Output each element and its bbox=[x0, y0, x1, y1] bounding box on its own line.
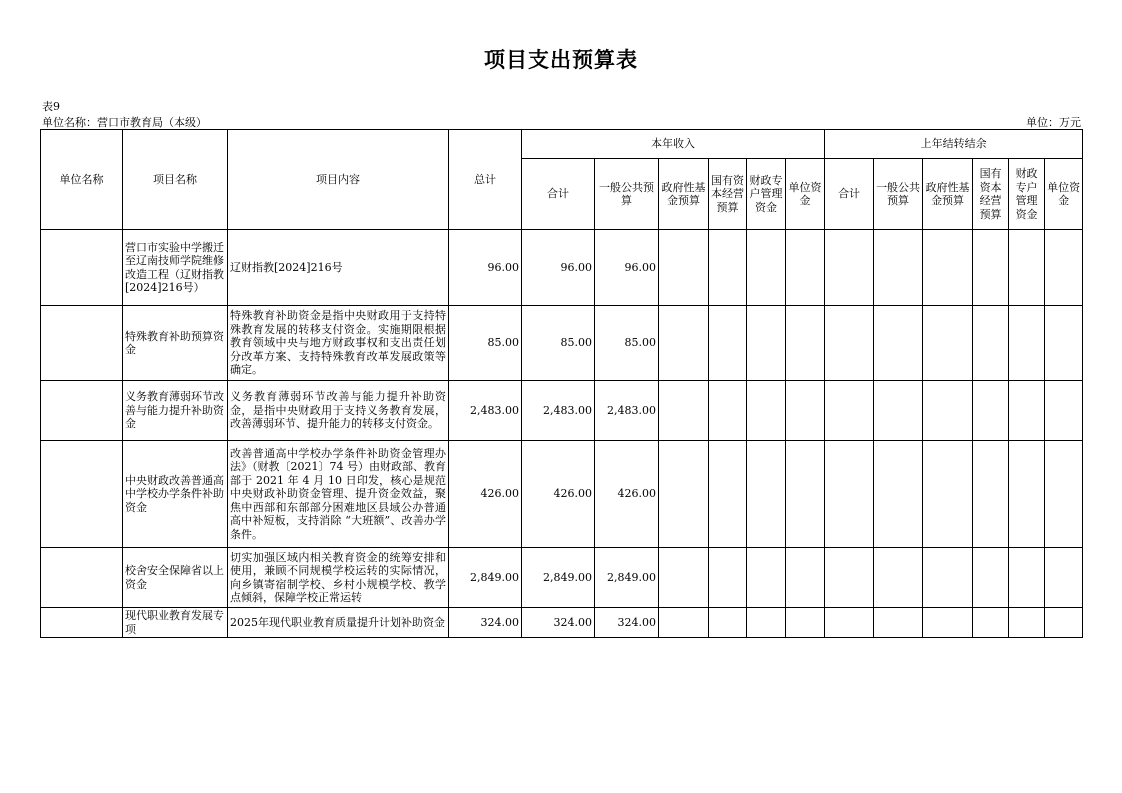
empty-cell bbox=[1045, 548, 1083, 608]
empty-cell bbox=[923, 441, 973, 548]
empty-cell bbox=[786, 548, 825, 608]
cell-unit bbox=[41, 306, 123, 381]
empty-cell bbox=[973, 608, 1009, 638]
empty-cell bbox=[709, 548, 747, 608]
cell-unit bbox=[41, 608, 123, 638]
cell-general-budget: 2,849.00 bbox=[595, 548, 659, 608]
header-gov-fund: 政府性基金预算 bbox=[659, 159, 709, 230]
unit-name-label: 单位名称：营口市教育局（本级） bbox=[42, 116, 207, 129]
empty-cell bbox=[1045, 441, 1083, 548]
table-row bbox=[41, 230, 1083, 306]
table-row bbox=[41, 548, 1083, 608]
header-ly-subtotal: 合计 bbox=[825, 159, 874, 230]
header-general-budget: 一般公共预算 bbox=[595, 159, 659, 230]
cell-unit bbox=[41, 548, 123, 608]
cell-general-budget: 324.00 bbox=[595, 608, 659, 638]
cell-project-name: 现代职业教育发展专项 bbox=[123, 608, 228, 638]
header-ly-state-capital: 国有资本经营预算 bbox=[973, 159, 1009, 230]
table-number: 表9 bbox=[42, 100, 60, 113]
cell-general-budget: 2,483.00 bbox=[595, 381, 659, 441]
empty-cell bbox=[786, 441, 825, 548]
header-unit-fund: 单位资金 bbox=[786, 159, 825, 230]
cell-unit bbox=[41, 381, 123, 441]
cell-subtotal: 324.00 bbox=[522, 608, 595, 638]
empty-cell bbox=[659, 441, 709, 548]
empty-cell bbox=[1009, 608, 1045, 638]
empty-cell bbox=[825, 381, 874, 441]
cell-unit bbox=[41, 441, 123, 548]
empty-cell bbox=[825, 306, 874, 381]
cell-subtotal: 2,849.00 bbox=[522, 548, 595, 608]
empty-cell bbox=[747, 608, 786, 638]
cell-project-content: 2025年现代职业教育质量提升计划补助资金 bbox=[228, 608, 449, 638]
header-total: 总计 bbox=[449, 130, 522, 230]
empty-cell bbox=[874, 608, 923, 638]
empty-cell bbox=[1009, 441, 1045, 548]
empty-cell bbox=[874, 381, 923, 441]
cell-project-name: 中央财政改善普通高中学校办学条件补助资金 bbox=[123, 441, 228, 548]
cell-total: 426.00 bbox=[449, 441, 522, 548]
cell-project-content: 切实加强区域内相关教育资金的统筹安排和使用，兼顾不同规模学校运转的实际情况，向乡镇寄宿制学校、乡村小规模学校、教学点倾斜，保障学校正常运转 bbox=[228, 548, 449, 608]
header-last-year-carryover: 上年结转结余 bbox=[825, 130, 1083, 159]
cell-subtotal: 2,483.00 bbox=[522, 381, 595, 441]
empty-cell bbox=[973, 441, 1009, 548]
empty-cell bbox=[786, 306, 825, 381]
empty-cell bbox=[786, 230, 825, 306]
cell-project-name: 营口市实验中学搬迁至辽南技师学院维修改造工程（辽财指教[2024]216号） bbox=[123, 230, 228, 306]
empty-cell bbox=[659, 381, 709, 441]
header-this-year-income: 本年收入 bbox=[522, 130, 825, 159]
table-row bbox=[41, 608, 1083, 638]
header-project-content: 项目内容 bbox=[228, 130, 449, 230]
empty-cell bbox=[1009, 548, 1045, 608]
empty-cell bbox=[923, 381, 973, 441]
empty-cell bbox=[709, 608, 747, 638]
empty-cell bbox=[747, 548, 786, 608]
empty-cell bbox=[874, 230, 923, 306]
empty-cell bbox=[709, 306, 747, 381]
empty-cell bbox=[1045, 306, 1083, 381]
empty-cell bbox=[923, 548, 973, 608]
cell-project-name: 特殊教育补助预算资金 bbox=[123, 306, 228, 381]
empty-cell bbox=[786, 608, 825, 638]
empty-cell bbox=[709, 381, 747, 441]
cell-project-name: 义务教育薄弱环节改善与能力提升补助资金 bbox=[123, 381, 228, 441]
cell-total: 2,849.00 bbox=[449, 548, 522, 608]
header-fiscal-special: 财政专户管理资金 bbox=[747, 159, 786, 230]
empty-cell bbox=[1009, 381, 1045, 441]
empty-cell bbox=[659, 548, 709, 608]
header-ly-general-budget: 一般公共预算 bbox=[874, 159, 923, 230]
cell-project-name: 校舍安全保障省以上资金 bbox=[123, 548, 228, 608]
empty-cell bbox=[747, 381, 786, 441]
empty-cell bbox=[1009, 230, 1045, 306]
cell-unit bbox=[41, 230, 123, 306]
empty-cell bbox=[874, 441, 923, 548]
empty-cell bbox=[747, 306, 786, 381]
empty-cell bbox=[1009, 306, 1045, 381]
cell-total: 85.00 bbox=[449, 306, 522, 381]
page-title: 项目支出预算表 bbox=[484, 48, 638, 72]
header-project-name: 项目名称 bbox=[123, 130, 228, 230]
table-row bbox=[41, 306, 1083, 381]
empty-cell bbox=[825, 441, 874, 548]
empty-cell bbox=[874, 548, 923, 608]
empty-cell bbox=[709, 230, 747, 306]
empty-cell bbox=[659, 230, 709, 306]
header-ly-fiscal-special: 财政专户管理资金 bbox=[1009, 159, 1045, 230]
empty-cell bbox=[874, 306, 923, 381]
empty-cell bbox=[1045, 230, 1083, 306]
empty-cell bbox=[973, 381, 1009, 441]
empty-cell bbox=[1045, 608, 1083, 638]
cell-total: 96.00 bbox=[449, 230, 522, 306]
cell-subtotal: 85.00 bbox=[522, 306, 595, 381]
cell-subtotal: 96.00 bbox=[522, 230, 595, 306]
cell-general-budget: 426.00 bbox=[595, 441, 659, 548]
cell-project-content: 改善普通高中学校办学条件补助资金管理办法》（财教〔2021〕74 号）由财政部、教育部于 2021 年 4 月 10 日印发，核心是规范中央财政补助资金管理、提升资金效益，聚焦中西部和东部部分困难地区县域公办普通高中补短板，支持消除 “大班额”、改善办学条件。 bbox=[228, 441, 449, 548]
empty-cell bbox=[973, 306, 1009, 381]
empty-cell bbox=[825, 548, 874, 608]
empty-cell bbox=[825, 230, 874, 306]
empty-cell bbox=[973, 230, 1009, 306]
empty-cell bbox=[709, 441, 747, 548]
header-state-capital: 国有资本经营预算 bbox=[709, 159, 747, 230]
empty-cell bbox=[973, 548, 1009, 608]
cell-total: 2,483.00 bbox=[449, 381, 522, 441]
empty-cell bbox=[825, 608, 874, 638]
empty-cell bbox=[923, 608, 973, 638]
cell-project-content: 辽财指教[2024]216号 bbox=[228, 230, 449, 306]
cell-general-budget: 85.00 bbox=[595, 306, 659, 381]
table-row bbox=[41, 441, 1083, 548]
header-unit-name: 单位名称 bbox=[41, 130, 123, 230]
header-subtotal: 合计 bbox=[522, 159, 595, 230]
empty-cell bbox=[747, 230, 786, 306]
cell-subtotal: 426.00 bbox=[522, 441, 595, 548]
cell-project-content: 特殊教育补助资金是指中央财政用于支持特殊教育发展的转移支付资金。实施期限根据教育领域中央与地方财政事权和支出责任划分改革方案、支持特殊教育改革发展政策等确定。 bbox=[228, 306, 449, 381]
empty-cell bbox=[1045, 381, 1083, 441]
empty-cell bbox=[659, 608, 709, 638]
empty-cell bbox=[747, 441, 786, 548]
unit-measure-label: 单位：万元 bbox=[1026, 116, 1081, 129]
budget-table bbox=[40, 129, 1083, 638]
header-ly-unit-fund: 单位资金 bbox=[1045, 159, 1083, 230]
empty-cell bbox=[923, 230, 973, 306]
empty-cell bbox=[923, 306, 973, 381]
cell-project-content: 义务教育薄弱环节改善与能力提升补助资金，是指中央财政用于支持义务教育发展，改善薄弱环节、提升能力的转移支付资金。 bbox=[228, 381, 449, 441]
empty-cell bbox=[786, 381, 825, 441]
header-ly-gov-fund: 政府性基金预算 bbox=[923, 159, 973, 230]
empty-cell bbox=[659, 306, 709, 381]
cell-general-budget: 96.00 bbox=[595, 230, 659, 306]
cell-total: 324.00 bbox=[449, 608, 522, 638]
table-row bbox=[41, 381, 1083, 441]
